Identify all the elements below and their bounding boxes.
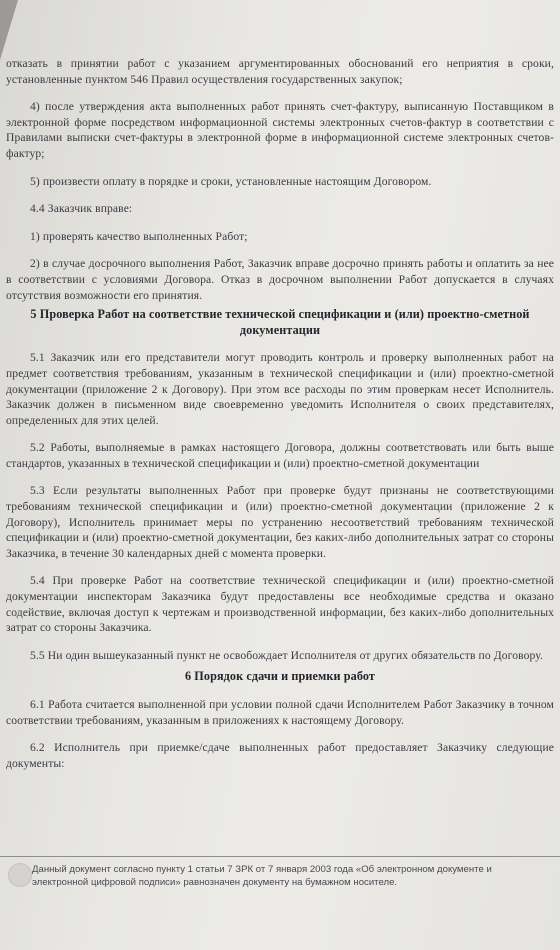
paragraph-5-5: 5.5 Ни один вышеуказанный пункт не освобождает Исполнителя от других обязательств по Договору. [30, 648, 543, 662]
footer-notice [0, 856, 560, 950]
paragraph-4-4-1: 1) проверять качество выполненных Работ; [30, 229, 248, 243]
document-body [6, 56, 554, 783]
footer-notice-text: Данный документ согласно пункту 1 статьи 7 ЗРК от 7 января 2003 года «Об электронном документе и электронной цифровой подписи» равнозначен документу на бумажном носителе. [32, 864, 492, 888]
section-heading-6: 6 Порядок сдачи и приемки работ [184, 669, 376, 684]
paragraph-4-3-5: 5) произвести оплату в порядке и сроки, установленные настоящим Договором. [30, 174, 432, 188]
paragraph-5-2: 5.2 Работы, выполняемые в рамках настоящего Договора, должны соответствовать или быть выше стандартов, указанных в технической спецификации и (или) проектно-сметной документации [6, 441, 554, 470]
paragraph-5-3: 5.3 Если результаты выполненных Работ при проверке будут признаны не соответствующими требованиям технической спецификации и (или) проектно-сметной документации (приложение 2 к Договору), Исполнитель принимает меры по устранению несоответствий требованиям технической спецификации и (или) проектно-сметной документации, без каких-либо дополнительных затрат со стороны Заказчика, в течение 30 календарных дней с момента проверки. [6, 484, 554, 560]
seal-icon [8, 863, 32, 887]
paragraph-4-3-4: 4) после утверждения акта выполненных работ принять счет-фактуру, выписанную Поставщиком в электронной форме посредством информационной системы электронных счетов-фактур в соответствии с Правилами выписки счет-фактуры в электронной форме в информационной системе электронных счетов-фактур; [6, 100, 554, 160]
paragraph-continuation: отказать в принятии работ с указанием аргументированных обоснований его неприятия в сроки, установленные пунктом 546 Правил осуществления государственных закупок; [6, 57, 554, 86]
paragraph-6-1: 6.1 Работа считается выполненной при условии полной сдачи Исполнителем Работ Заказчику в точном соответствии требованиям, указанным в приложениях к настоящему Договору. [6, 698, 554, 727]
paragraph-5-1: 5.1 Заказчик или его представители могут проводить контроль и проверку выполненных работ на предмет соответствия требованиям, указанным в технической спецификации и (или) проектно-сметной документации (приложение 2 к Договору). При этом все расходы по этим проверкам несет Исполнитель. Заказчик должен в письменном виде своевременно уведомить Исполнителя о своих представителях, определенных для этих целей. [6, 351, 554, 427]
section-heading-5: 5 Проверка Работ на соответствие технической спецификации и (или) проектно-сметной документации [30, 307, 530, 337]
paragraph-5-4: 5.4 При проверке Работ на соответствие технической спецификации и (или) проектно-сметной документации инспекторам Заказчика будут предоставлены все необходимые средства и оказано содействие, включая доступ к чертежам и производственной информации, без каких-либо дополнительных затрат со стороны Заказчика. [6, 574, 554, 635]
page-fold-corner [0, 0, 18, 60]
paragraph-6-2: 6.2 Исполнитель при приемке/сдаче выполненных работ предоставляет Заказчику следующие документы: [6, 741, 554, 770]
paragraph-4-4: 4.4 Заказчик вправе: [30, 202, 133, 216]
paragraph-4-4-2: 2) в случае досрочного выполнения Работ, Заказчик вправе досрочно принять работы и оплатить за нее в соответствии с условиями Договора. Отказ в досрочном выполнении Работ допускается в случаях отсутствия возможности его принятия. [6, 257, 554, 302]
